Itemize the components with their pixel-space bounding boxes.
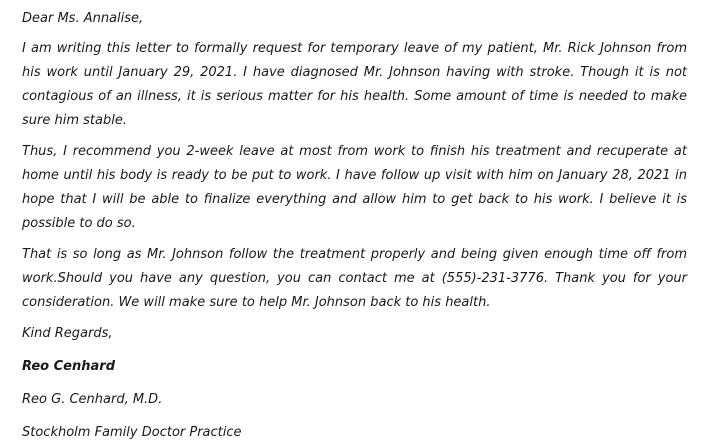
closing: Kind Regards,	[22, 326, 113, 341]
practice-name: Stockholm Family Doctor Practice	[22, 425, 242, 440]
signature-name: Reo Cenhard	[22, 359, 115, 374]
letter-body	[22, 7, 687, 445]
paragraph-leave-request: I am writing this letter to formally request for temporary leave of my patient, Mr. Rick Johnson from his work until January 29, 2021. I have diagnosed Mr. Johnson having with stroke. Though it is not contagious of an illness, it is serious matter for his health. Some amount of time is needed to make sure him stable.	[22, 41, 687, 128]
signature-title: Reo G. Cenhard, M.D.	[22, 392, 163, 407]
salutation: Dear Ms. Annalise,	[22, 11, 144, 26]
paragraph-contact: That is so long as Mr. Johnson follow the treatment properly and being given enough time off from work.Should you have any question, you can contact me at (555)-231-3776. Thank you for your consideration. We will make sure to help Mr. Johnson back to his health.	[22, 247, 687, 310]
paragraph-recommendation: Thus, I recommend you 2-week leave at most from work to finish his treatment and recuperate at home until his body is ready to be put to work. I have follow up visit with him on January 28, 2021 in hope that I will be able to finalize everything and allow him to get back to his work. I believe it is possible to do so.	[22, 144, 687, 231]
